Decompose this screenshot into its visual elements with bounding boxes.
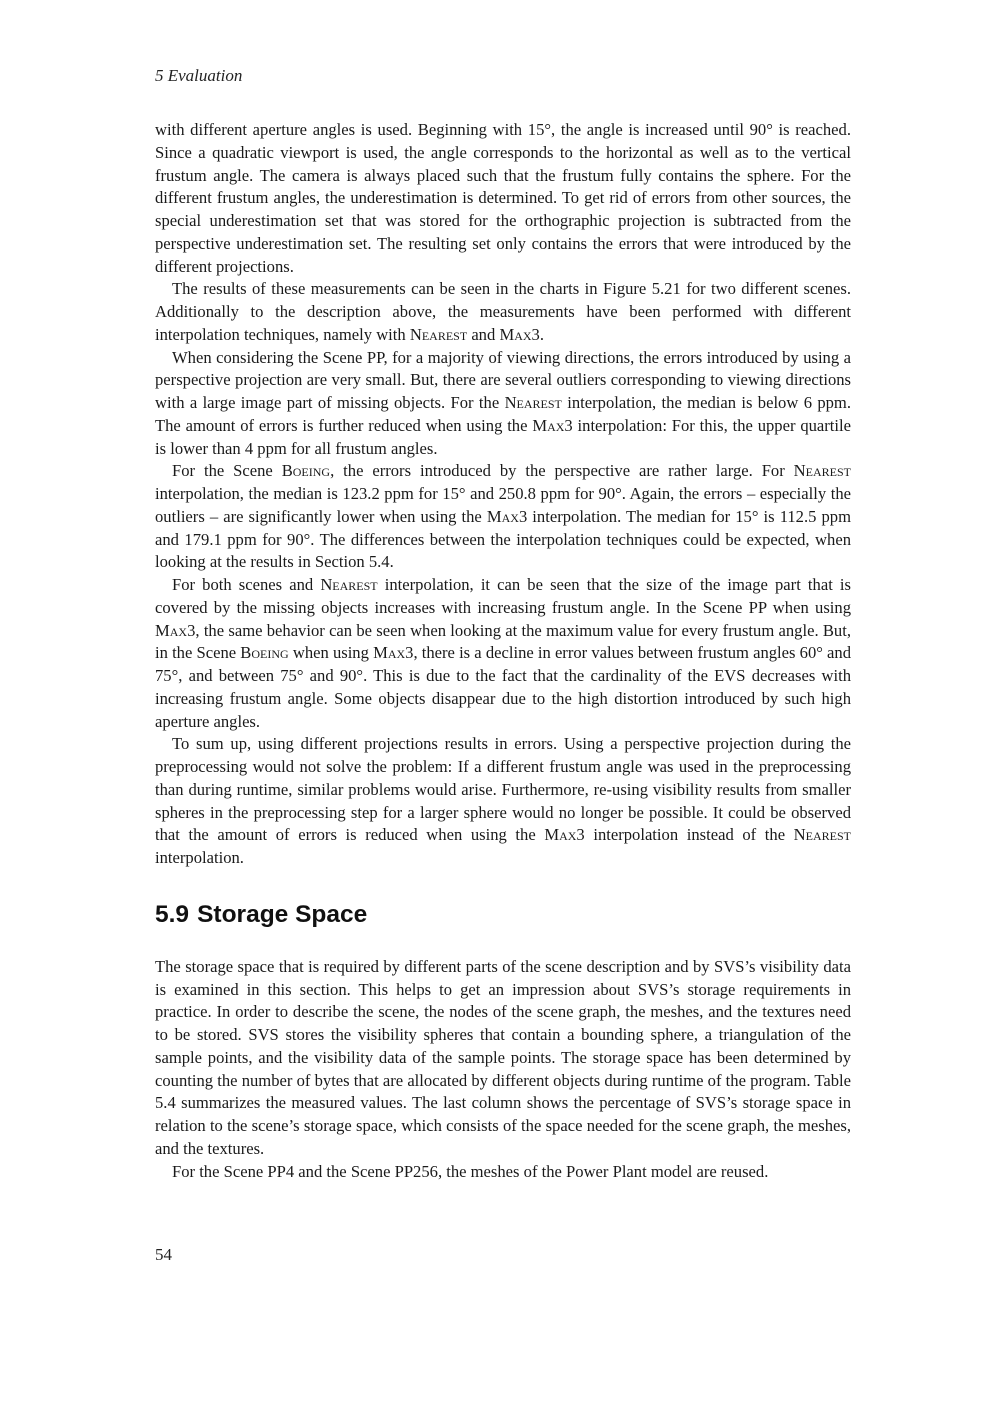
method-name: Max	[499, 324, 532, 344]
page-number: 54	[155, 1245, 172, 1264]
scene-name: Boeing	[240, 643, 289, 663]
section-number: 5.9	[155, 900, 190, 928]
paragraph-both-scenes: For both scenes and Nearest interpolation, it can be seen that the size of the image part that is covered by the missing objects increases with increasing frustum angle. In the Scene PP when using Max3, the same behavior can be seen when looking at the maximum value for every frustum angle. But, in the Scene Boeing when using Max3, there is a decline in error values between frustum angles 60° and 75°, and between 75° and 90°. This is due to the fact that the cardinality of the EVS decreases with increasing frustum angle. Some objects disappear due to the high distortion introduced by such high aperture angles.	[155, 575, 851, 731]
paragraph-scene-pp: When considering the Scene PP, for a majority of viewing directions, the errors introduced by using a perspective projection are very small. But, there are several outliers corresponding to viewing directions with a large image part of missing objects. For the Nearest interpolation, the median is below 6 ppm. The amount of errors is further reduced when using the Max3 interpolation: For this, the upper quartile is lower than 4 ppm for all frustum angles.	[155, 347, 852, 458]
method-name: Nearest	[409, 324, 468, 344]
paragraph-results-intro: The results of these measurements can be seen in the charts in Figure 5.21 for two different scenes. Additionally to the description above, the measurements have been performed with different interpolation techniques, namely with Nearest and Max3.	[155, 279, 851, 344]
method-name: Max	[155, 620, 188, 640]
method-name: Nearest	[320, 575, 378, 594]
paragraph-storage-intro: The storage space that is required by different parts of the scene description and by SVS’s visibility data is examined in this section. This helps to get an impression about SVS’s storage requirements in practice. In order to describe the scene, the nodes of the scene graph, the meshes, and the textures need to be stored. SVS stores the visibility spheres that contain a bounding sphere, a triangulation of the sample points, and the visibility data of the sample points. The storage space has been determined by counting the number of bytes that are allocated by different objects during runtime of the program. Table 5.4 summarizes the measured values. The last column shows the percentage of SVS’s storage space in relation to the scene’s storage space, which consists of the space needed for the scene graph, the meshes, and the textures.	[155, 956, 851, 1158]
paragraph-summary: To sum up, using different projections results in errors. Using a perspective projection during the preprocessing would not solve the problem: If a different frustum angle was used in the preprocessing than during runtime, similar problems would arise. Furthermore, re-using visibility results from smaller spheres in the preprocessing step for a larger sphere would no longer be possible. It could be observed that the amount of errors is reduced when using the Max3 interpolation instead of the Nearest interpolation.	[155, 734, 851, 867]
method-name: Max	[532, 415, 565, 435]
method-name: Nearest	[793, 461, 851, 481]
method-name: Nearest	[793, 825, 851, 845]
scene-name: Boeing	[281, 461, 331, 481]
section-title: Storage Space	[197, 900, 368, 928]
running-header: 5 Evaluation	[155, 66, 243, 85]
paragraph-storage-reuse: For the Scene PP4 and the Scene PP256, the meshes of the Power Plant model are reused.	[172, 1161, 769, 1181]
method-name: Max	[544, 825, 577, 845]
body-text	[155, 119, 851, 1183]
method-name: Max	[486, 506, 519, 526]
method-name: Max	[373, 643, 406, 663]
method-name: Nearest	[504, 393, 562, 412]
paragraph-continuation: with different aperture angles is used. Beginning with 15°, the angle is increased until 90° is reached. Since a quadratic viewport is used, the angle corresponds to the horizontal as well as to the vertical frustum angle. The camera is always placed such that the frustum fully contains the sphere. For the different frustum angles, the underestimation is determined. To get rid of errors from other sources, the special underestimation set that was stored for the orthographic projection is subtracted from the perspective underestimation set. The resulting set only contains the errors that were introduced by the different projections.	[155, 120, 851, 276]
section-heading	[155, 900, 851, 930]
paragraph-scene-boeing: For the Scene Boeing, the errors introduced by the perspective are rather large. For Nearest interpolation, the median is 123.2 ppm for 15° and 250.8 ppm for 90°. Again, the errors – especially the outliers – are significantly lower when using the Max3 interpolation. The median for 15° is 112.5 ppm and 179.1 ppm for 90°. The differences between the interpolation techniques could be expected, when looking at the results in Section 5.4.	[155, 461, 851, 572]
